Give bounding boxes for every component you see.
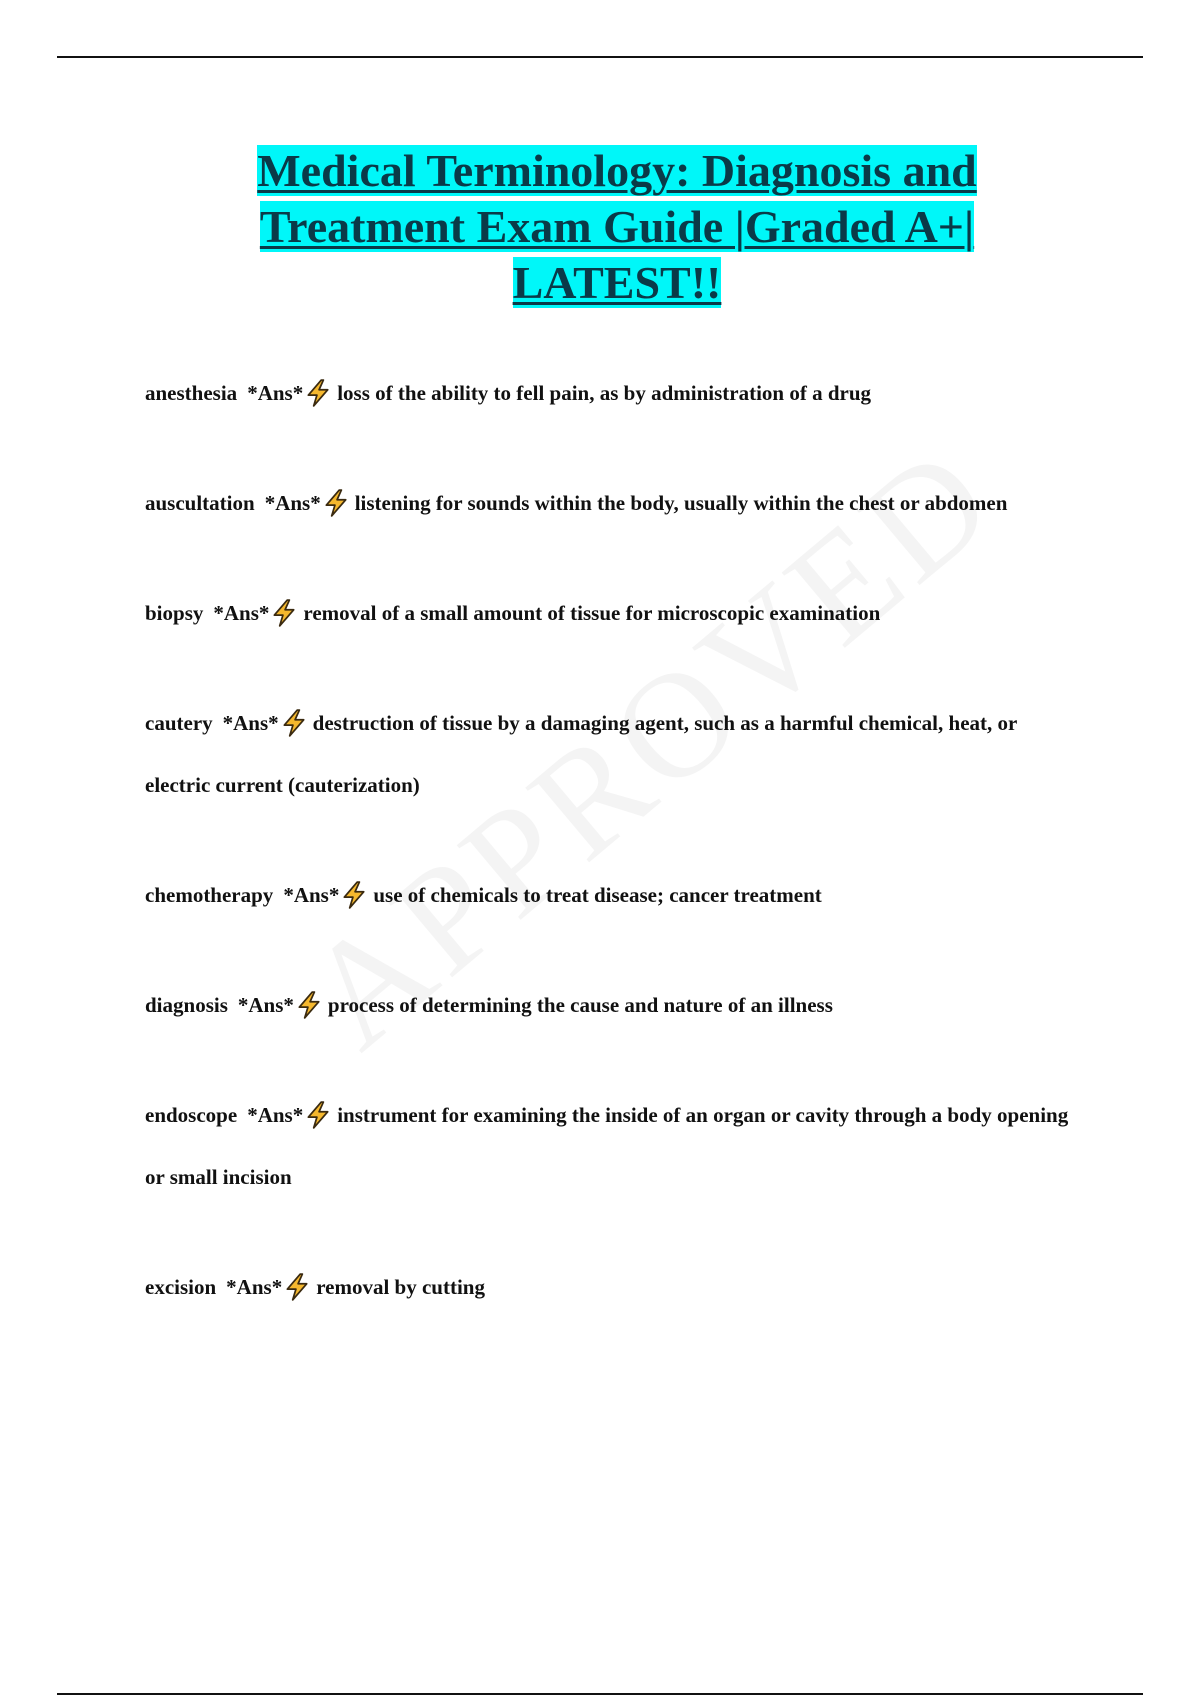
answer-marker: *Ans* [247, 381, 304, 405]
glossary-entry [145, 1084, 1075, 1208]
glossary-entry [145, 692, 1075, 816]
glossary-entry [145, 1256, 1075, 1318]
lightning-bolt-icon [281, 699, 307, 727]
top-rule [57, 56, 1143, 58]
entry-term: biopsy [145, 601, 204, 625]
entry-definition: instrument for examining the inside of an organ or cavity through a body opening or small incision [145, 1103, 1069, 1189]
entry-definition: loss of the ability to fell pain, as by administration of a drug [337, 381, 872, 405]
entry-term: chemotherapy [145, 883, 274, 907]
answer-marker: *Ans* [226, 1275, 283, 1299]
entry-term: diagnosis [145, 993, 228, 1017]
lightning-bolt-icon [271, 589, 297, 617]
lightning-bolt-icon [323, 479, 349, 507]
answer-marker: *Ans* [247, 1103, 304, 1127]
entry-definition: removal of a small amount of tissue for microscopic examination [303, 601, 881, 625]
entry-term: excision [145, 1275, 217, 1299]
glossary-entry [145, 362, 1075, 424]
lightning-bolt-icon [284, 1263, 310, 1291]
page-title [150, 143, 1084, 311]
entry-term: anesthesia [145, 381, 238, 405]
entry-term: endoscope [145, 1103, 238, 1127]
glossary-entry [145, 472, 1075, 534]
lightning-bolt-icon [341, 871, 367, 899]
answer-marker: *Ans* [237, 993, 294, 1017]
glossary-entry [145, 974, 1075, 1036]
entry-definition: process of determining the cause and nature of an illness [327, 993, 833, 1017]
bottom-rule [57, 1693, 1143, 1695]
glossary-entry [145, 582, 1075, 644]
entry-term: auscultation [145, 491, 255, 515]
entry-definition: removal by cutting [316, 1275, 485, 1299]
lightning-bolt-icon [296, 981, 322, 1009]
answer-marker: *Ans* [264, 491, 321, 515]
answer-marker: *Ans* [222, 711, 279, 735]
entry-definition: destruction of tissue by a damaging agent, such as a harmful chemical, heat, or electric current (cauterization) [145, 711, 1017, 797]
answer-marker: *Ans* [283, 883, 340, 907]
entry-term: cautery [145, 711, 213, 735]
lightning-bolt-icon [305, 1091, 331, 1119]
glossary-entry [145, 864, 1075, 926]
answer-marker: *Ans* [213, 601, 270, 625]
glossary-list [145, 362, 1075, 1366]
lightning-bolt-icon [305, 369, 331, 397]
entry-definition: listening for sounds within the body, usually within the chest or abdomen [354, 491, 1008, 515]
entry-definition: use of chemicals to treat disease; cancer treatment [373, 883, 822, 907]
title-text: Medical Terminology: Diagnosis and Treatment Exam Guide |Graded A+| LATEST!! [257, 145, 977, 308]
